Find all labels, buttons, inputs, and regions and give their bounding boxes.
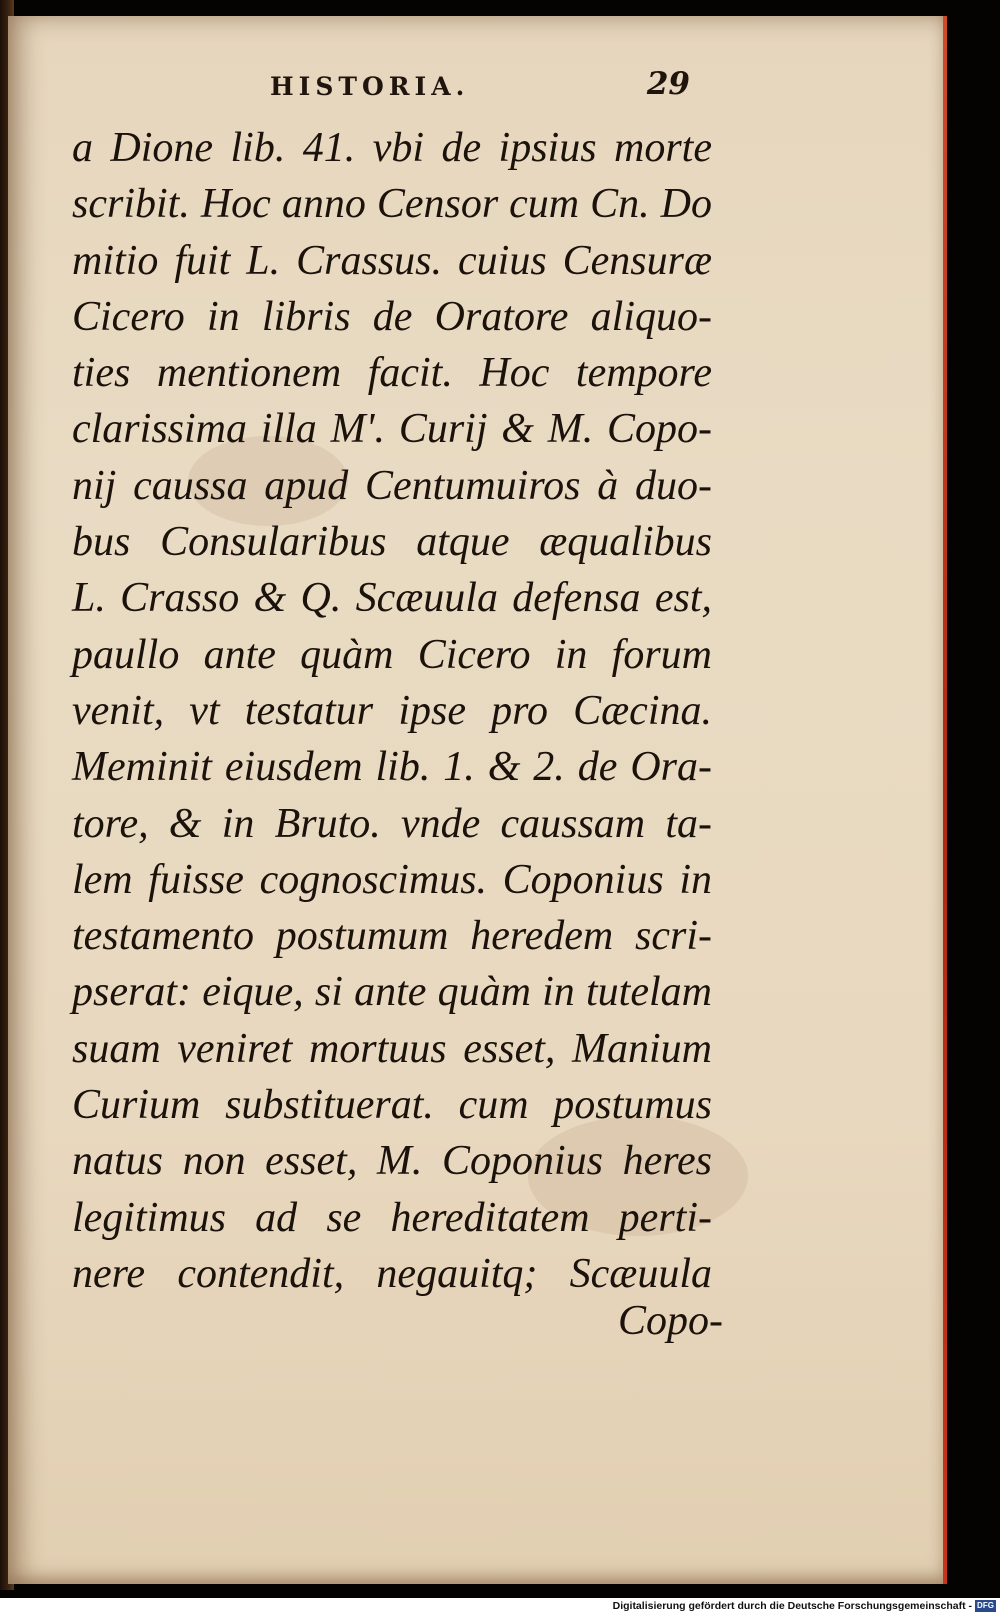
text-line: legitimus ad se hereditatem perti- (72, 1194, 712, 1241)
text-line: venit, vt testatur ipse pro Cæcina. (72, 687, 712, 734)
text-line: Meminit eiusdem lib. 1. & 2. de Ora- (72, 744, 712, 791)
text-line: clarissima illa M'. Curij & M. Copo- (72, 406, 712, 453)
page-number: 29 (646, 66, 690, 102)
text-line: mitio fuit L. Crassus. cuius Censuræ (72, 237, 712, 284)
text-line: nere contendit, negauitq; Scæuula (72, 1250, 712, 1297)
digitization-credit: Digitalisierung gefördert durch die Deutsche Forschungsgemeinschaft - (612, 1600, 972, 1612)
text-line: a Dione lib. 41. vbi de ipsius morte (72, 125, 712, 171)
text-line: Cicero in libris de Oratore aliquo- (72, 293, 712, 340)
red-page-edge (943, 16, 947, 1584)
text-line: paullo ante quàm Cicero in forum (72, 631, 712, 678)
dfg-logo: DFG (975, 1600, 996, 1612)
text-line: nij caussa apud Centumuiros à duo- (72, 462, 712, 509)
running-head (270, 64, 690, 104)
text-line: suam veniret mortuus esset, Manium (72, 1025, 712, 1072)
text-line: scribit. Hoc anno Censor cum Cn. Do (72, 181, 712, 228)
text-line: testamento postumum heredem scri- (72, 913, 712, 960)
body-text (72, 120, 712, 1302)
running-head-title: HISTORIA. (270, 72, 470, 101)
text-line: bus Consularibus atque æqualibus (72, 519, 712, 566)
text-line: pserat: eique, si ante quàm in tutelam (72, 969, 712, 1016)
text-line: Curium substituerat. cum postumus (72, 1082, 712, 1129)
text-line: natus non esset, M. Coponius heres (72, 1138, 712, 1185)
text-line: lem fuisse cognoscimus. Coponius in (72, 856, 712, 903)
text-line: ties mentionem facit. Hoc tempore (72, 350, 712, 397)
text-line: L. Crasso & Q. Scæuula defensa est, (72, 575, 712, 622)
text-line: tore, & in Bruto. vnde caussam ta- (72, 800, 712, 847)
catchword: Copo- (618, 1298, 723, 1344)
